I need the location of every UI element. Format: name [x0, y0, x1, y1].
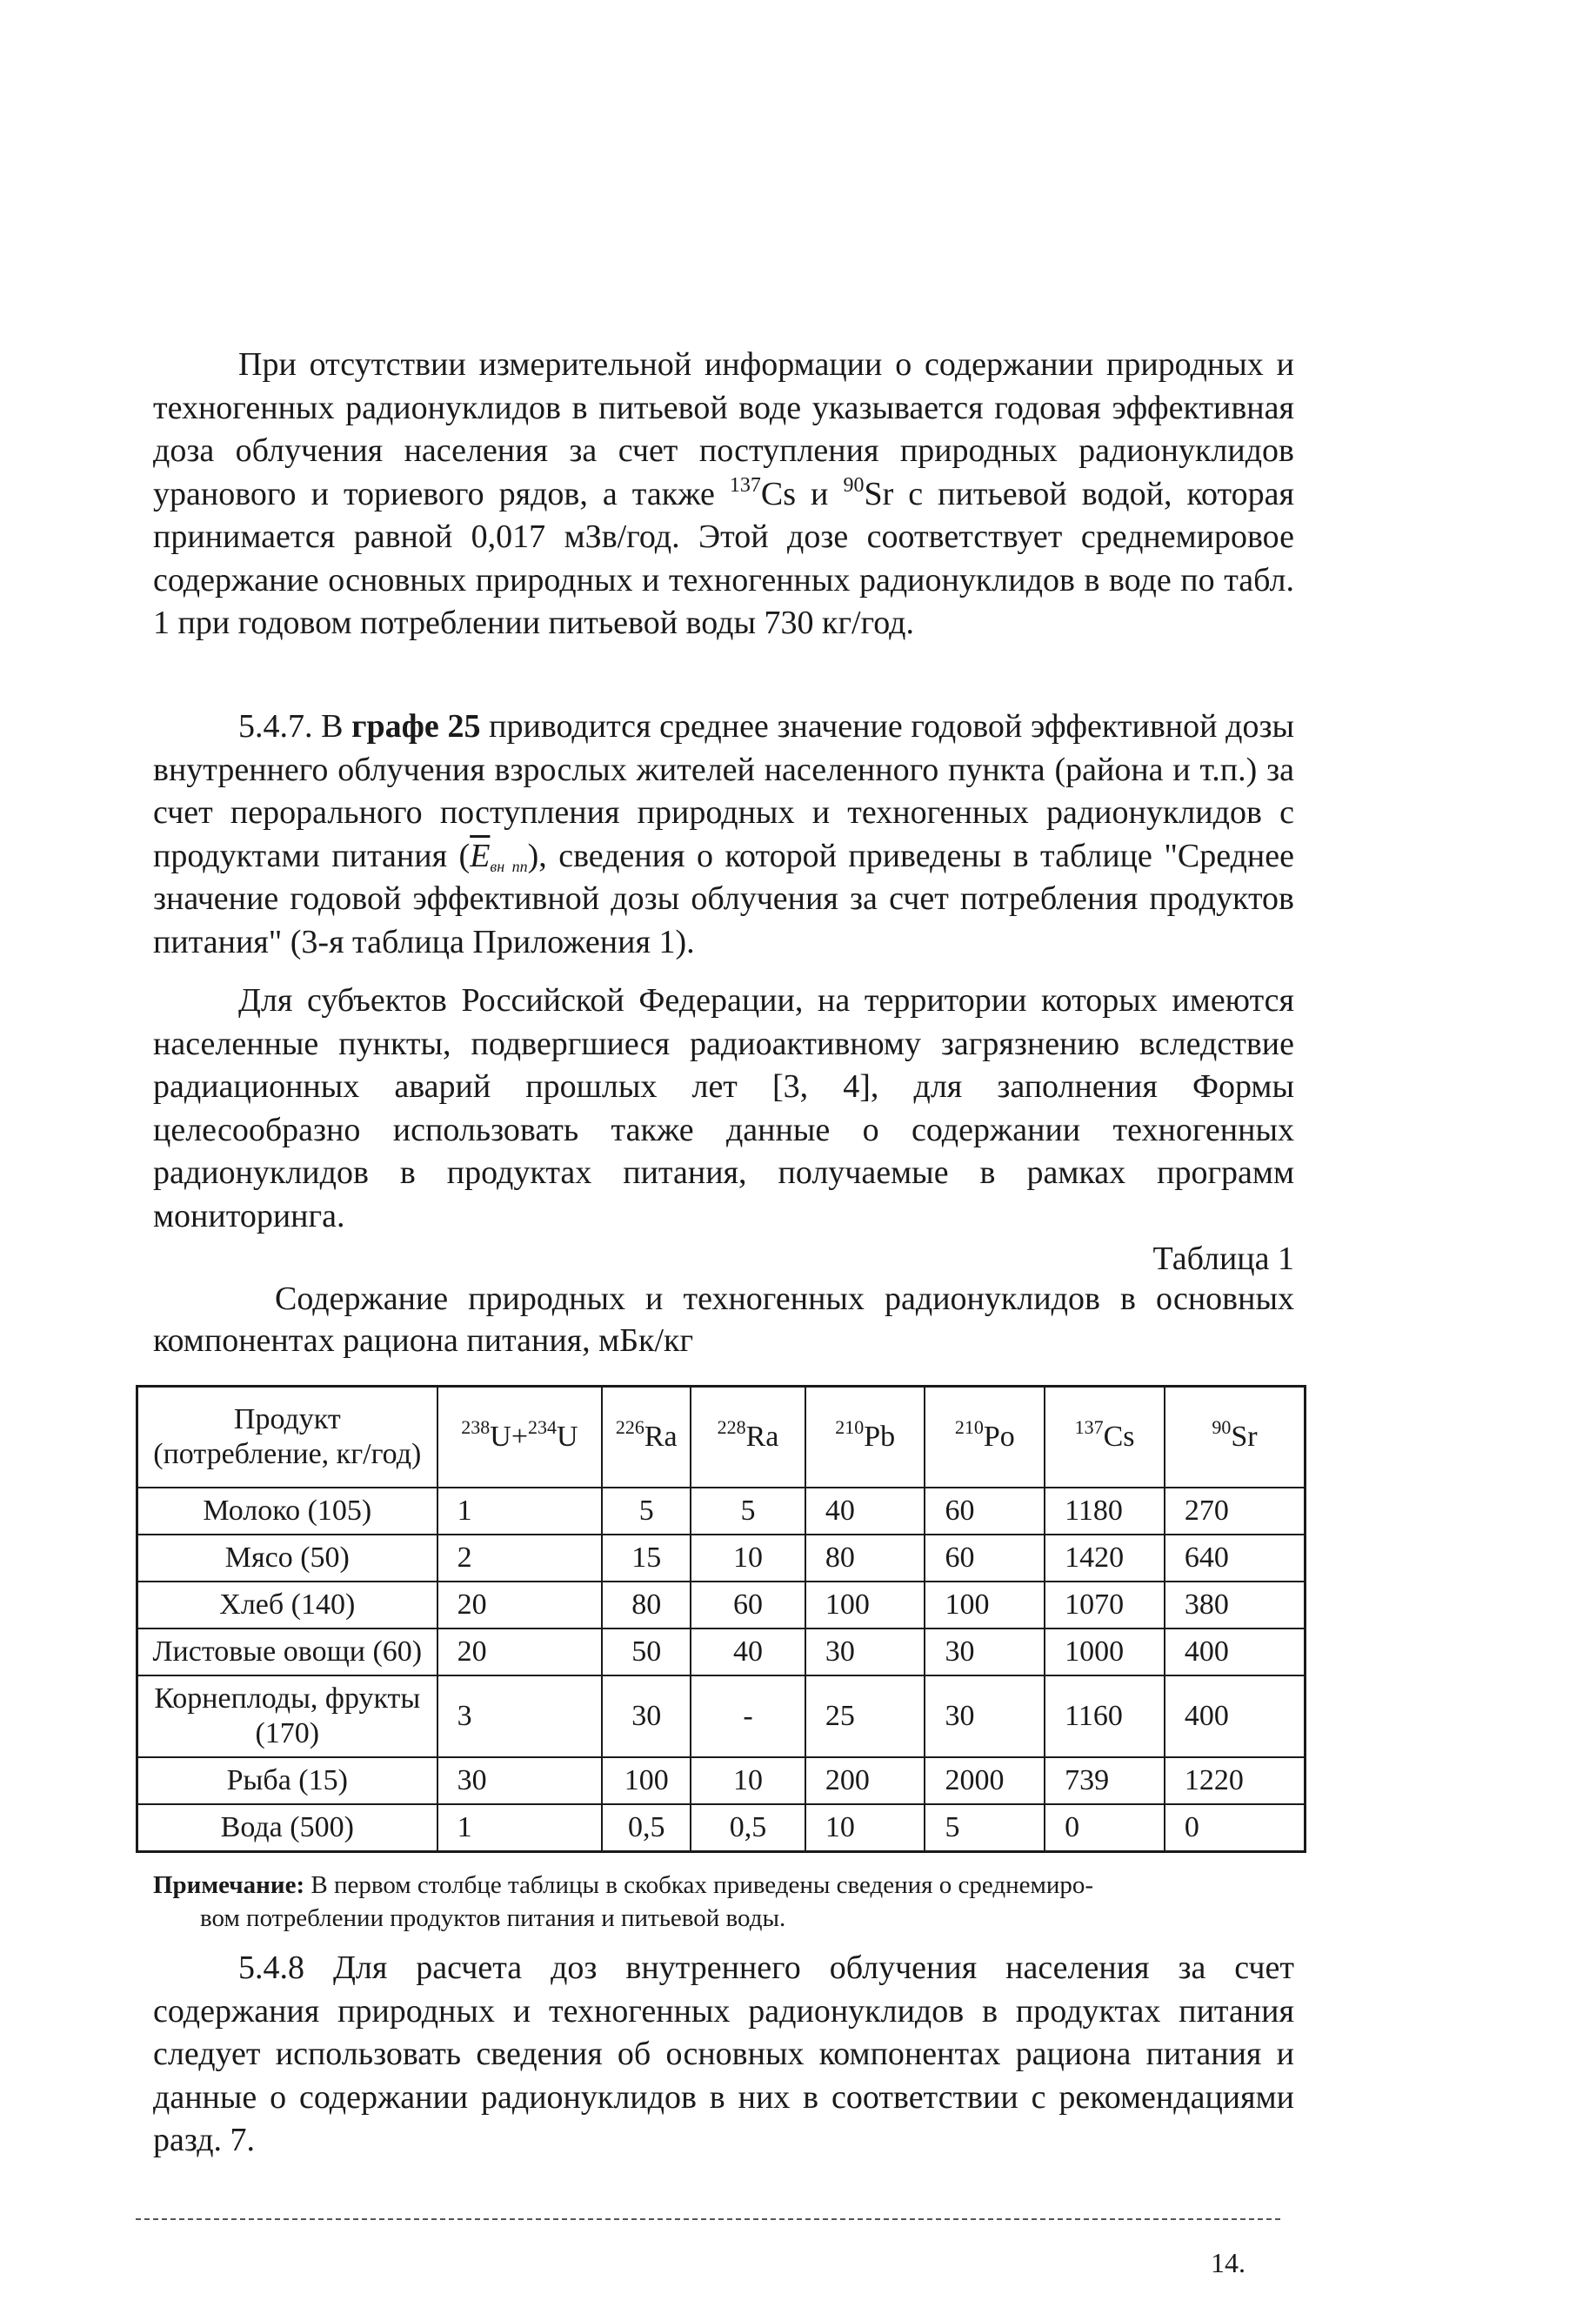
- cell-po: 30: [925, 1675, 1045, 1757]
- cell-product: Хлеб (140): [137, 1582, 437, 1628]
- cell-cs: 1000: [1045, 1628, 1165, 1675]
- table-row: [137, 1804, 1306, 1852]
- cell-po: 60: [925, 1488, 1045, 1535]
- table-row: [137, 1628, 1306, 1675]
- table-row: [137, 1675, 1306, 1757]
- table-row: [137, 1582, 1306, 1628]
- paragraph-5-4-8: 5.4.8 Для расчета доз внутреннего облучения населения за счет содержания природных и техногенных радионуклидов в продуктах питания следует использовать сведения об основных компонентах рациона питания и данные о содержании радионуклидов в них в соответствии с рекомендациями разд. 7.: [153, 1950, 1294, 2158]
- cell-cs: 1070: [1045, 1582, 1165, 1628]
- table-caption: Содержание природных и техногенных радионуклидов в основных компонентах рациона питания, мБк/кг: [153, 1281, 1294, 1359]
- cell-pb: 200: [805, 1757, 925, 1804]
- header-ra226: $^{226}$Ra: [602, 1387, 691, 1488]
- header-uranium: $^{238}$U+$^{234}$U: [437, 1387, 603, 1488]
- cell-u: 1: [437, 1488, 603, 1535]
- cell-u: 30: [437, 1757, 603, 1804]
- header-ra228: $^{228}$Ra: [691, 1387, 805, 1488]
- cell-po: 5: [925, 1804, 1045, 1852]
- cell-pb: 10: [805, 1804, 925, 1852]
- cell-u: 20: [437, 1628, 603, 1675]
- cell-cs: 1180: [1045, 1488, 1165, 1535]
- cell-ra226: 100: [602, 1757, 691, 1804]
- table-note: Примечание: В первом столбце таблицы в скобках приведены сведения о среднемиро- вом потреблении продуктов питания и питьевой воды.: [153, 1871, 1094, 1932]
- cell-product: Молоко (105): [137, 1488, 437, 1535]
- header-pb210: $^{210}$Pb: [805, 1387, 925, 1488]
- cell-cs: 0: [1045, 1804, 1165, 1852]
- paragraph-subjects-rf: Для субъектов Российской Федерации, на территории которых имеются населенные пункты, подвергшиеся радиоактивному загрязнению вследствие радиационных аварий прошлых лет [3, 4], для заполнения Формы целесообразно использовать также данные о содержании техногенных радионуклидов в продуктах питания, получаемые в рамках программ мониторинга.: [153, 982, 1294, 1234]
- cell-u: 1: [437, 1804, 603, 1852]
- cell-product: Мясо (50): [137, 1535, 437, 1582]
- paragraph-5-4-7: 5.4.7. В графе 25 приводится среднее значение годовой эффективной дозы внутреннего облучения взрослых жителей населенного пункта (района и т.п.) за счет перорального поступления природных и техногенных радионуклидов с продуктами питания ($\overline{E}вн$ пп), сведения о которой приведены в таблице "Среднее значение годовой эффективной дозы облучения за счет потребления продуктов питания" (3-я таблица Приложения 1).: [153, 708, 1294, 960]
- cell-po: 2000: [925, 1757, 1045, 1804]
- cell-ra226: 30: [602, 1675, 691, 1757]
- paragraph-water-dose: При отсутствии измерительной информации о содержании природных и техногенных радионуклидов в питьевой воде указывается годовая эффективная доза облучения населения за счет поступления природных радионуклидов уранового и ториевого рядов, а также $^{137}$Cs и $^{90}$Sr с питьевой водой, которая принимается равной 0,017 мЗв/год. Этой дозе соответствует среднемировое содержание основных природных и техногенных радионуклидов в воде по табл. 1 при годовом потреблении питьевой воды 730 кг/год.: [153, 346, 1294, 641]
- cell-sr: 400: [1165, 1628, 1306, 1675]
- cell-u: 2: [437, 1535, 603, 1582]
- cell-ra228: 0,5: [691, 1804, 805, 1852]
- cell-ra226: 0,5: [602, 1804, 691, 1852]
- cell-po: 100: [925, 1582, 1045, 1628]
- cell-cs: 1160: [1045, 1675, 1165, 1757]
- cell-sr: 1220: [1165, 1757, 1306, 1804]
- table-row: [137, 1488, 1306, 1535]
- cell-pb: 25: [805, 1675, 925, 1757]
- cell-ra228: 10: [691, 1757, 805, 1804]
- page-number: 14.: [1211, 2247, 1245, 2278]
- cell-sr: 270: [1165, 1488, 1306, 1535]
- cell-u: 20: [437, 1582, 603, 1628]
- cell-pb: 80: [805, 1535, 925, 1582]
- cell-ra228: -: [691, 1675, 805, 1757]
- cell-cs: 739: [1045, 1757, 1165, 1804]
- cell-sr: 640: [1165, 1535, 1306, 1582]
- cell-ra228: 10: [691, 1535, 805, 1582]
- cell-product: Корнеплоды, фрукты (170): [137, 1675, 437, 1757]
- cell-cs: 1420: [1045, 1535, 1165, 1582]
- cell-po: 30: [925, 1628, 1045, 1675]
- cell-ra226: 15: [602, 1535, 691, 1582]
- cell-u: 3: [437, 1675, 603, 1757]
- cell-product: Листовые овощи (60): [137, 1628, 437, 1675]
- cell-ra226: 5: [602, 1488, 691, 1535]
- table-row: [137, 1757, 1306, 1804]
- header-sr90: $^{90}$Sr: [1165, 1387, 1306, 1488]
- cell-product: Рыба (15): [137, 1757, 437, 1804]
- cell-ra228: 5: [691, 1488, 805, 1535]
- radionuclide-table: [136, 1385, 1306, 1853]
- cell-product: Вода (500): [137, 1804, 437, 1852]
- cell-pb: 30: [805, 1628, 925, 1675]
- header-po210: $^{210}$Po: [925, 1387, 1045, 1488]
- cell-ra228: 60: [691, 1582, 805, 1628]
- cell-pb: 40: [805, 1488, 925, 1535]
- cell-po: 60: [925, 1535, 1045, 1582]
- table-label: Таблица 1: [1152, 1241, 1294, 1277]
- cell-ra226: 80: [602, 1582, 691, 1628]
- table-header-row: [137, 1387, 1306, 1488]
- cell-ra226: 50: [602, 1628, 691, 1675]
- table-row: [137, 1535, 1306, 1582]
- cell-sr: 0: [1165, 1804, 1306, 1852]
- footer-divider: [136, 2218, 1280, 2220]
- header-cs137: $^{137}$Cs: [1045, 1387, 1165, 1488]
- cell-sr: 380: [1165, 1582, 1306, 1628]
- cell-pb: 100: [805, 1582, 925, 1628]
- header-product: Продукт (потребление, кг/год): [137, 1387, 437, 1488]
- cell-sr: 400: [1165, 1675, 1306, 1757]
- cell-ra228: 40: [691, 1628, 805, 1675]
